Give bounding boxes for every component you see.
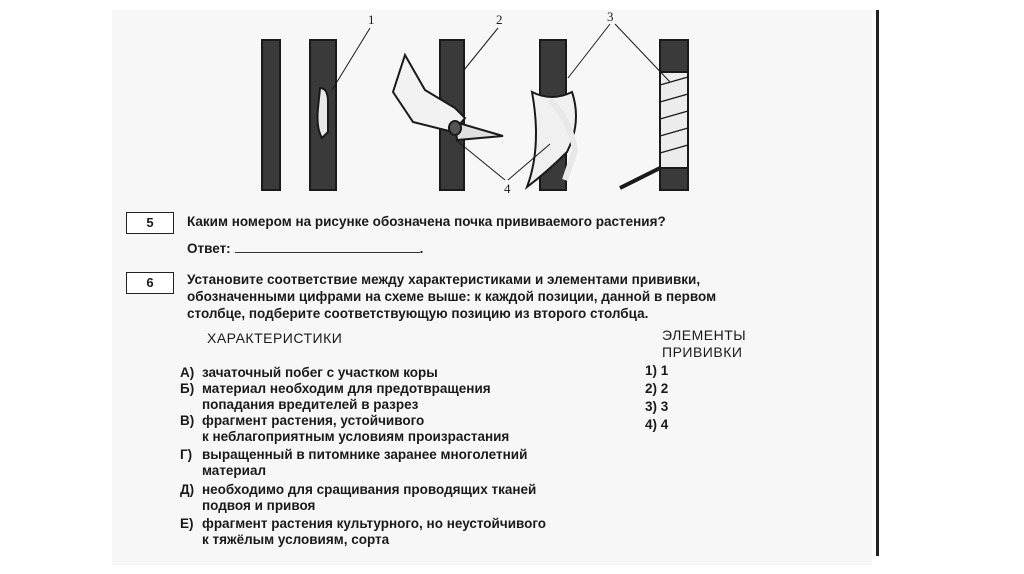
page-edge-line — [876, 10, 879, 556]
element-option-3: 3) 3 — [645, 399, 669, 414]
bud — [449, 121, 461, 135]
figure-label-1: 1 — [368, 12, 375, 27]
figure-label-4: 4 — [504, 181, 511, 196]
question-6-line-1: Установите соответствие между характеристиками и элементами прививки, — [187, 272, 701, 287]
question-5-answer — [187, 240, 423, 257]
characteristic-d: Д) необходимо для сращивания проводящих тканей подвоя и привоя — [180, 482, 537, 513]
leader-1 — [332, 28, 370, 90]
bark-cut — [318, 88, 329, 138]
question-6-number: 6 — [126, 272, 174, 294]
question-6-line-3: столбце, подберите соответствующую позицию из второго столбца. — [187, 306, 649, 321]
characteristic-e: Е) фрагмент растения культурного, но неустойчивого к тяжёлым условиям, сорта — [180, 516, 547, 547]
characteristic-a: А) зачаточный побег с участком коры — [180, 365, 438, 380]
knife-blade — [455, 122, 503, 140]
question-6-line-2: обозначенными цифрами на схеме выше: к каждой позиции, данной в первом — [187, 289, 717, 304]
element-option-1: 1) 1 — [645, 363, 669, 378]
characteristics-header: ХАРАКТЕРИСТИКИ — [207, 330, 343, 346]
characteristic-v: В) фрагмент растения, устойчивого к неблагоприятным условиям произрастания — [180, 413, 510, 444]
leader-3a — [568, 24, 610, 78]
grafting-figure — [250, 10, 730, 200]
answer-label: Ответ: — [187, 241, 231, 256]
question-5-number: 5 — [126, 212, 174, 234]
element-option-4: 4) 4 — [645, 417, 669, 432]
elements-header-line-1: ЭЛЕМЕНТЫ — [662, 327, 747, 343]
figure-label-2: 2 — [496, 12, 503, 27]
figure-label-3: 3 — [607, 10, 614, 24]
wrapped-bandage — [660, 72, 688, 168]
characteristic-b: Б) материал необходим для предотвращения попадания вредителей в разрез — [180, 381, 491, 412]
answer-input-line — [235, 240, 420, 253]
answer-end: . — [419, 241, 424, 256]
characteristic-g: Г) выращенный в питомнике заранее многолетний материал — [180, 447, 528, 478]
leader-2 — [464, 28, 498, 70]
elements-header-line-2: ПРИВИВКИ — [662, 344, 743, 360]
trunk-1a — [262, 40, 280, 190]
question-5-text: Каким номером на рисунке обозначена почка прививаемого растения? — [187, 214, 666, 229]
element-option-2: 2) 2 — [645, 381, 669, 396]
bandage-tail — [620, 168, 660, 188]
